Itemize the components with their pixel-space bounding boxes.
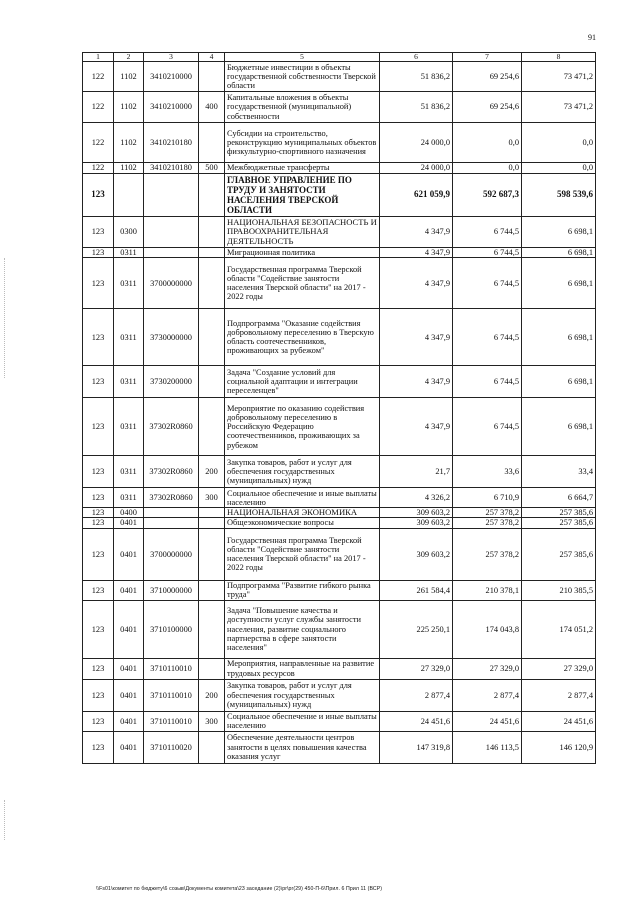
table-cell: 0311 <box>114 309 144 366</box>
table-cell: 257 378,2 <box>453 508 522 518</box>
table-cell: 24 000,0 <box>380 163 453 174</box>
table-cell: НАЦИОНАЛЬНАЯ ЭКОНОМИКА <box>225 508 380 518</box>
table-cell: 3730000000 <box>144 309 199 366</box>
table-cell: 24 451,6 <box>453 711 522 731</box>
table-cell: 2 877,4 <box>522 679 596 711</box>
table-cell: 123 <box>83 580 114 600</box>
table-cell: 0401 <box>114 731 144 763</box>
table-cell: 3410210000 <box>144 62 199 92</box>
table-cell: 4 347,9 <box>380 366 453 398</box>
header-cell: 2 <box>114 53 144 62</box>
table-cell: 123 <box>83 309 114 366</box>
table-cell: 261 584,4 <box>380 580 453 600</box>
table-cell: Задача "Повышение качества и доступности услуг службы занятости населения, развитие социального партнерства в сфере занятости населения" <box>225 600 380 658</box>
table-cell: 257 378,2 <box>453 528 522 580</box>
table-cell: 210 385,5 <box>522 580 596 600</box>
table-cell: 0311 <box>114 398 144 456</box>
table-cell: 621 059,9 <box>380 174 453 217</box>
table-cell: 123 <box>83 456 114 488</box>
table-cell: 598 539,6 <box>522 174 596 217</box>
table-cell <box>144 174 199 217</box>
table-cell: 6 744,5 <box>453 248 522 258</box>
table-row <box>83 600 596 658</box>
table-cell: 27 329,0 <box>380 658 453 679</box>
table-cell: 122 <box>83 123 114 163</box>
table-cell: 257 385,6 <box>522 518 596 528</box>
table-cell <box>199 518 225 528</box>
table-cell: 37302R0860 <box>144 456 199 488</box>
table-cell: 123 <box>83 658 114 679</box>
table-row <box>83 711 596 731</box>
table-cell: 309 603,2 <box>380 508 453 518</box>
table-cell: 0311 <box>114 258 144 309</box>
table-cell: 3710110020 <box>144 731 199 763</box>
margin-mark <box>4 800 6 840</box>
header-cell: 6 <box>380 53 453 62</box>
budget-table <box>82 52 596 764</box>
table-row <box>83 731 596 763</box>
table-cell: 122 <box>83 163 114 174</box>
table-cell <box>199 62 225 92</box>
table-cell: Закупка товаров, работ и услуг для обеспечения государственных (муниципальных) нужд <box>225 456 380 488</box>
table-cell: Общеэкономические вопросы <box>225 518 380 528</box>
table-cell <box>199 600 225 658</box>
table-cell: Подпрограмма "Оказание содействия добровольному переселению в Тверскую область соотечественников, проживающих за рубежом" <box>225 309 380 366</box>
table-cell: 73 471,2 <box>522 92 596 123</box>
table-cell: 3700000000 <box>144 528 199 580</box>
table-cell: 123 <box>83 248 114 258</box>
table-row <box>83 248 596 258</box>
table-cell: 3710110010 <box>144 711 199 731</box>
table-cell: 6 744,5 <box>453 309 522 366</box>
table-cell: 6 698,1 <box>522 217 596 248</box>
table-cell: 6 698,1 <box>522 398 596 456</box>
table-cell: 257 378,2 <box>453 518 522 528</box>
table-cell <box>199 658 225 679</box>
table-cell: 210 378,1 <box>453 580 522 600</box>
table-cell: 592 687,3 <box>453 174 522 217</box>
table-cell: 33,6 <box>453 456 522 488</box>
table-cell: 0401 <box>114 518 144 528</box>
table-cell: 309 603,2 <box>380 528 453 580</box>
table-cell: Мероприятия, направленные на развитие трудовых ресурсов <box>225 658 380 679</box>
table-cell <box>144 518 199 528</box>
table-cell: 6 744,5 <box>453 217 522 248</box>
header-cell: 7 <box>453 53 522 62</box>
table-row <box>83 658 596 679</box>
table-cell: ГЛАВНОЕ УПРАВЛЕНИЕ ПО ТРУДУ И ЗАНЯТОСТИ НАСЕЛЕНИЯ ТВЕРСКОЙ ОБЛАСТИ <box>225 174 380 217</box>
table-cell: 257 385,6 <box>522 528 596 580</box>
table-cell: 0311 <box>114 366 144 398</box>
table-cell: 4 347,9 <box>380 309 453 366</box>
table-cell: 225 250,1 <box>380 600 453 658</box>
table-row <box>83 518 596 528</box>
table-cell: НАЦИОНАЛЬНАЯ БЕЗОПАСНОСТЬ И ПРАВООХРАНИТЕЛЬНАЯ ДЕЯТЕЛЬНОСТЬ <box>225 217 380 248</box>
table-cell: 0401 <box>114 600 144 658</box>
table-cell: 6 744,5 <box>453 398 522 456</box>
table-cell: 3710110010 <box>144 679 199 711</box>
table-row <box>83 488 596 508</box>
table-row <box>83 366 596 398</box>
table-cell: 6 664,7 <box>522 488 596 508</box>
table-cell: Миграционная политика <box>225 248 380 258</box>
table-cell: 3410210000 <box>144 92 199 123</box>
table-cell: 27 329,0 <box>453 658 522 679</box>
table-cell: 300 <box>199 711 225 731</box>
table-cell: 0,0 <box>522 123 596 163</box>
header-cell: 5 <box>225 53 380 62</box>
table-cell: 6 698,1 <box>522 309 596 366</box>
header-cell: 3 <box>144 53 199 62</box>
table-cell <box>144 508 199 518</box>
table-cell: 0400 <box>114 508 144 518</box>
table-cell: 21,7 <box>380 456 453 488</box>
table-cell: 123 <box>83 366 114 398</box>
table-cell: 123 <box>83 217 114 248</box>
header-cell: 4 <box>199 53 225 62</box>
table-cell: 6 710,9 <box>453 488 522 508</box>
table-cell: 0401 <box>114 658 144 679</box>
table-row <box>83 679 596 711</box>
table-cell: 4 326,2 <box>380 488 453 508</box>
table-cell: 69 254,6 <box>453 92 522 123</box>
table-cell: 122 <box>83 62 114 92</box>
table-cell: 51 836,2 <box>380 92 453 123</box>
table-cell: 123 <box>83 600 114 658</box>
table-cell: 4 347,9 <box>380 398 453 456</box>
table-row <box>83 528 596 580</box>
table-cell: 33,4 <box>522 456 596 488</box>
table-cell: 0311 <box>114 248 144 258</box>
table-cell: 4 347,9 <box>380 258 453 309</box>
table-cell: 123 <box>83 258 114 309</box>
table-cell: 51 836,2 <box>380 62 453 92</box>
table-cell: 3700000000 <box>144 258 199 309</box>
table-cell <box>199 580 225 600</box>
table-cell <box>199 528 225 580</box>
table-cell <box>199 731 225 763</box>
table-cell: 146 113,5 <box>453 731 522 763</box>
table-cell <box>114 174 144 217</box>
table-cell: 1102 <box>114 123 144 163</box>
table-cell <box>199 508 225 518</box>
table-cell: 24 000,0 <box>380 123 453 163</box>
table-cell: 0300 <box>114 217 144 248</box>
margin-mark <box>4 258 6 378</box>
table-row <box>83 456 596 488</box>
table-cell <box>199 217 225 248</box>
table-cell: 0401 <box>114 679 144 711</box>
table-cell: 123 <box>83 508 114 518</box>
table-cell: 2 877,4 <box>453 679 522 711</box>
table-header-row <box>83 53 596 62</box>
table-cell: 0,0 <box>453 163 522 174</box>
table-row <box>83 163 596 174</box>
table-cell: 257 385,6 <box>522 508 596 518</box>
table-cell: 6 698,1 <box>522 248 596 258</box>
table-cell: Государственная программа Тверской области "Содействие занятости населения Тверской области" на 2017 - 2022 годы <box>225 258 380 309</box>
table-cell: 123 <box>83 488 114 508</box>
table-cell <box>199 366 225 398</box>
table-row <box>83 309 596 366</box>
table-cell: 6 744,5 <box>453 366 522 398</box>
table-cell: 69 254,6 <box>453 62 522 92</box>
table-cell: 123 <box>83 528 114 580</box>
table-row <box>83 580 596 600</box>
table-cell: Межбюджетные трансферты <box>225 163 380 174</box>
table-cell: 500 <box>199 163 225 174</box>
table-cell: 200 <box>199 456 225 488</box>
table-cell: 174 043,8 <box>453 600 522 658</box>
table-cell <box>144 248 199 258</box>
table-cell: 3710100000 <box>144 600 199 658</box>
table-row <box>83 508 596 518</box>
table-row <box>83 217 596 248</box>
table-cell: 24 451,6 <box>522 711 596 731</box>
table-cell: 0401 <box>114 580 144 600</box>
table-cell: 6 744,5 <box>453 258 522 309</box>
table-cell: 1102 <box>114 62 144 92</box>
table-cell: 37302R0860 <box>144 398 199 456</box>
table-cell: Социальное обеспечение и иные выплаты населению <box>225 488 380 508</box>
table-cell <box>199 123 225 163</box>
table-cell: 2 877,4 <box>380 679 453 711</box>
table-cell: 200 <box>199 679 225 711</box>
table-cell <box>199 258 225 309</box>
table-row <box>83 258 596 309</box>
page-number: 91 <box>588 33 596 42</box>
table-cell: 147 319,8 <box>380 731 453 763</box>
table-cell: Капитальные вложения в объекты государственной (муниципальной) собственности <box>225 92 380 123</box>
table-cell: Государственная программа Тверской области "Содействие занятости населения Тверской области" на 2017 - 2022 годы <box>225 528 380 580</box>
table-cell: 122 <box>83 92 114 123</box>
table-cell <box>199 174 225 217</box>
table-cell: 0311 <box>114 456 144 488</box>
table-cell: 37302R0860 <box>144 488 199 508</box>
table-cell: Бюджетные инвестиции в объекты государственной собственности Тверской области <box>225 62 380 92</box>
table-cell: 123 <box>83 731 114 763</box>
table-cell <box>144 217 199 248</box>
table-cell: Социальное обеспечение и иные выплаты населению <box>225 711 380 731</box>
table-cell: 300 <box>199 488 225 508</box>
table-cell: 0,0 <box>453 123 522 163</box>
table-cell: Задача "Создание условий для социальной адаптации и интеграции переселенцев" <box>225 366 380 398</box>
table-row <box>83 174 596 217</box>
table-cell: 123 <box>83 679 114 711</box>
table-cell: 4 347,9 <box>380 248 453 258</box>
table-cell <box>199 398 225 456</box>
table-cell: 24 451,6 <box>380 711 453 731</box>
table-cell: 146 120,9 <box>522 731 596 763</box>
table-cell: Подпрограмма "Развитие гибкого рынка труда" <box>225 580 380 600</box>
table-cell: 0,0 <box>522 163 596 174</box>
table-cell: 123 <box>83 711 114 731</box>
table-cell: 3410210180 <box>144 163 199 174</box>
table-cell: 0401 <box>114 711 144 731</box>
header-cell: 1 <box>83 53 114 62</box>
table-cell: 123 <box>83 398 114 456</box>
table-cell: 27 329,0 <box>522 658 596 679</box>
table-cell <box>199 248 225 258</box>
table-cell: 309 603,2 <box>380 518 453 528</box>
table-cell: 4 347,9 <box>380 217 453 248</box>
table-cell: 123 <box>83 518 114 528</box>
table-cell: Закупка товаров, работ и услуг для обеспечения государственных (муниципальных) нужд <box>225 679 380 711</box>
table-cell: 174 051,2 <box>522 600 596 658</box>
table-cell: 3410210180 <box>144 123 199 163</box>
table-row <box>83 62 596 92</box>
table-cell: Обеспечение деятельности центров занятости в целях повышения качества оказания услуг <box>225 731 380 763</box>
table-cell: 6 698,1 <box>522 258 596 309</box>
table-row <box>83 92 596 123</box>
table-cell: Мероприятие по оказанию содействия добровольному переселению в Российскую Федерацию соотечественников, проживающих за рубежом <box>225 398 380 456</box>
table-cell: 1102 <box>114 163 144 174</box>
table-cell: 3710000000 <box>144 580 199 600</box>
table-cell: 3730200000 <box>144 366 199 398</box>
table-cell <box>199 309 225 366</box>
table-cell: 1102 <box>114 92 144 123</box>
table-row <box>83 398 596 456</box>
table-cell: 73 471,2 <box>522 62 596 92</box>
header-cell: 8 <box>522 53 596 62</box>
table-cell: 123 <box>83 174 114 217</box>
table-cell: 3710110010 <box>144 658 199 679</box>
table-cell: Субсидии на строительство, реконструкцию муниципальных объектов физкультурно-спортивного назначения <box>225 123 380 163</box>
table-cell: 400 <box>199 92 225 123</box>
table-row <box>83 123 596 163</box>
footer-file-path: \\Fs01\комитет по бюджету\6 созыв\Документы комитета\23 заседание (2)\pr\pr(29) 450-П-6\Прил. 6 Прил 11 (ВСР) <box>96 886 383 892</box>
table-cell: 0311 <box>114 488 144 508</box>
table-cell: 0401 <box>114 528 144 580</box>
table-cell: 6 698,1 <box>522 366 596 398</box>
